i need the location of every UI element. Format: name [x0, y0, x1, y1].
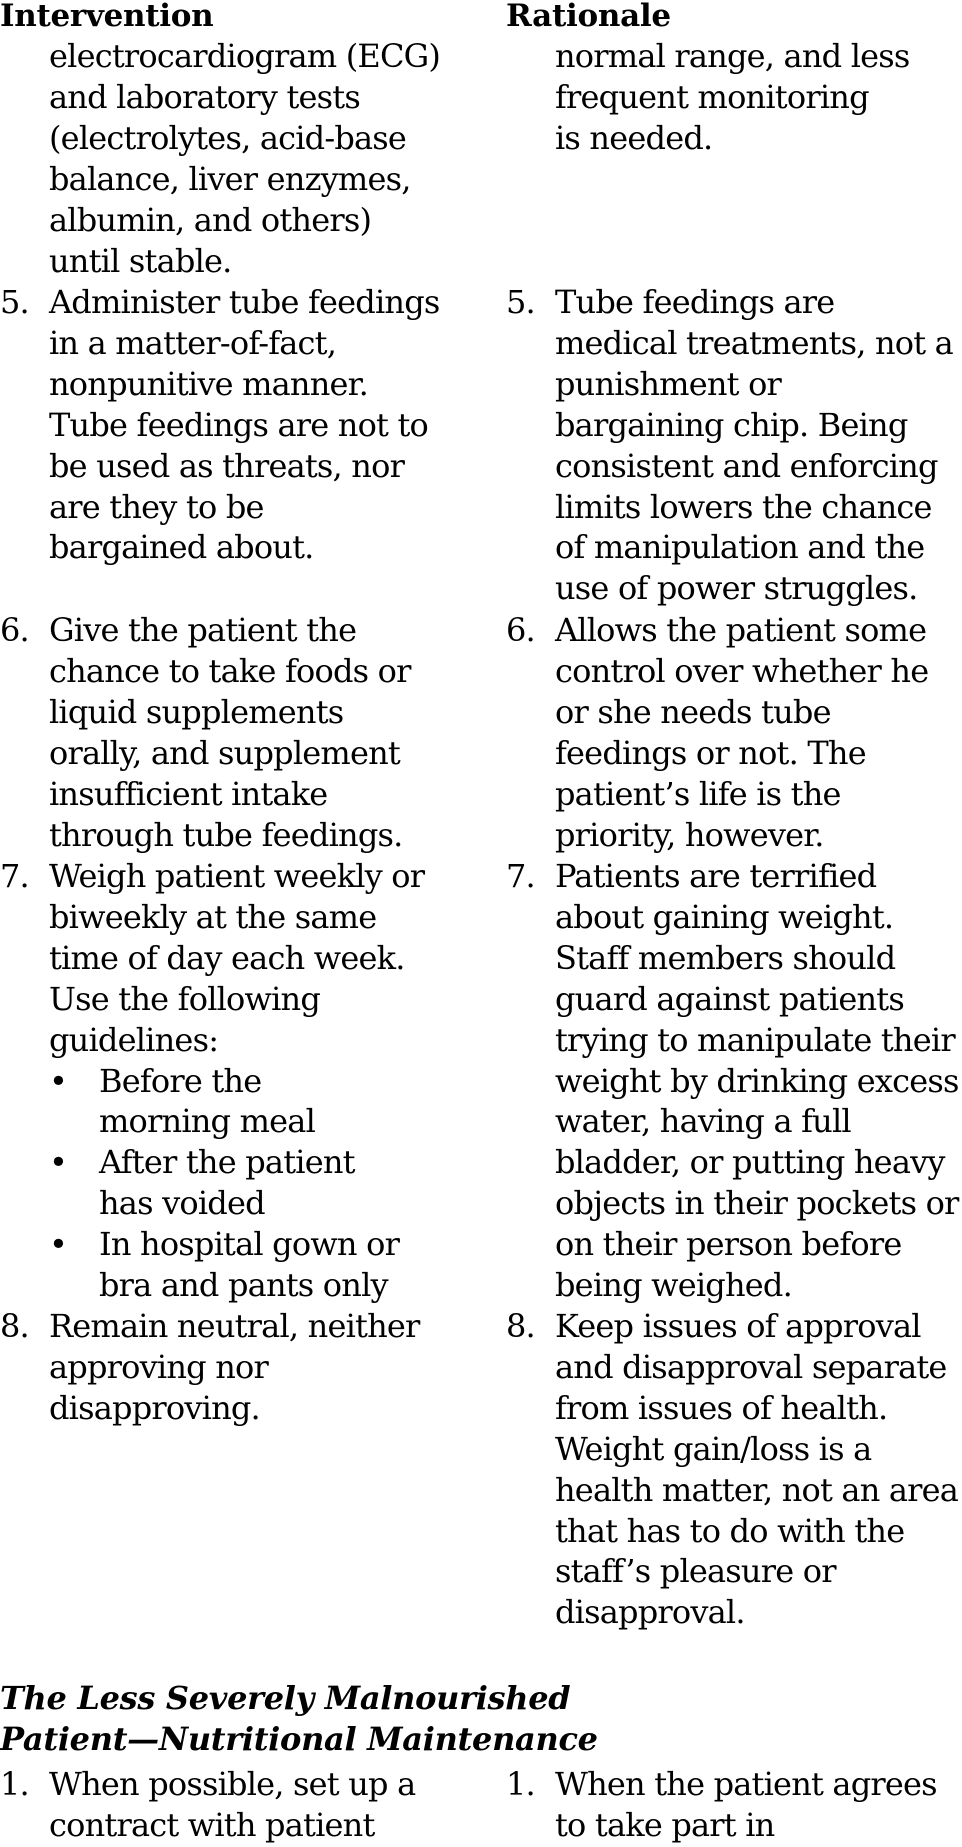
text-line: frequent monitoring — [555, 77, 869, 116]
text-line: guard against patients — [555, 979, 904, 1018]
text-line: In hospital gown or — [99, 1225, 400, 1264]
text-line: When possible, set up a — [49, 1765, 416, 1803]
text-line: until stable. — [49, 241, 232, 280]
text-line: (electrolytes, acid-base — [49, 118, 407, 157]
text-line: albumin, and others) — [49, 200, 372, 239]
bullet-symbol: • — [49, 1061, 68, 1100]
item-number: 8. — [506, 1307, 535, 1345]
bullet-item — [49, 1061, 469, 1143]
text-line: Allows the patient some — [555, 611, 927, 649]
text-line: chance to take foods or — [49, 651, 411, 690]
text-line: patient’s life is the — [555, 774, 841, 813]
text-line: When the patient agrees — [555, 1765, 937, 1803]
item-number: 6. — [506, 611, 535, 649]
text-line: Staff members should — [555, 938, 896, 977]
text-line: liquid supplements — [49, 692, 344, 731]
text-line: balance, liver enzymes, — [49, 159, 411, 198]
text-line: from issues of health. — [555, 1388, 888, 1427]
text-line: nonpunitive manner. — [49, 364, 369, 403]
bullet-symbol: • — [49, 1143, 68, 1182]
text-line: feedings or not. The — [555, 733, 866, 772]
rationale-header: Rationale — [506, 0, 671, 34]
text-line: bargained about. — [49, 528, 314, 567]
text-line: trying to manipulate their — [555, 1020, 955, 1059]
text-line: normal range, and less — [555, 37, 910, 75]
text-line: insufficient intake — [49, 774, 328, 813]
text-line: Administer tube feedings — [49, 283, 440, 321]
text-line: Give the patient the — [49, 611, 357, 649]
text-line: bargaining chip. Being — [555, 405, 908, 444]
text-line: consistent and enforcing — [555, 446, 938, 485]
text-line: being weighed. — [555, 1266, 792, 1305]
item-number: 1. — [0, 1765, 29, 1803]
text-line: is needed. — [555, 118, 713, 157]
column-headers — [0, 0, 962, 37]
item-number: 6. — [0, 611, 29, 649]
item-number: 5. — [506, 283, 535, 321]
text-line: Use the following — [49, 979, 321, 1018]
text-line: objects in their pockets or — [555, 1184, 959, 1223]
text-line: After the patient — [99, 1143, 355, 1182]
text-line: Weigh patient weekly or — [49, 857, 425, 895]
text-line: weight by drinking excess — [555, 1061, 959, 1100]
text-line: control over whether he — [555, 651, 929, 690]
text-line: orally, and supplement — [49, 733, 400, 772]
text-line: and laboratory tests — [49, 77, 360, 116]
text-line: morning meal — [99, 1102, 316, 1141]
text-line: be used as threats, nor — [49, 446, 405, 485]
section-title-line: The Less Severely Malnourished — [0, 1679, 571, 1717]
text-line: about gaining weight. — [555, 897, 894, 936]
text-line: priority, however. — [555, 815, 824, 854]
text-line: Remain neutral, neither — [49, 1307, 420, 1345]
item-number: 8. — [0, 1307, 29, 1345]
text-line: guidelines: — [49, 1020, 219, 1059]
text-line: that has to do with the — [555, 1511, 905, 1550]
intervention-header: Intervention — [0, 0, 214, 34]
text-line: limits lowers the chance — [555, 487, 932, 526]
text-line: disapproval. — [555, 1593, 745, 1632]
text-line: bra and pants only — [99, 1266, 388, 1305]
text-line: on their person before — [555, 1225, 902, 1264]
text-line: has voided — [99, 1184, 265, 1223]
bullet-item — [49, 1142, 469, 1224]
text-line: Tube feedings are — [555, 283, 835, 321]
item-number: 1. — [506, 1765, 535, 1803]
text-line: time of day each week. — [49, 938, 405, 977]
text-line: medical treatments, not a — [555, 323, 953, 362]
bullet-item — [49, 1224, 469, 1306]
text-line: water, having a full — [555, 1102, 851, 1141]
text-line: Weight gain/loss is a — [555, 1429, 872, 1468]
item-number: 5. — [0, 283, 29, 321]
text-line: punishment or — [555, 364, 782, 403]
text-line: Tube feedings are not to — [49, 405, 428, 444]
text-line: biweekly at the same — [49, 897, 377, 936]
text-line: through tube feedings. — [49, 815, 403, 854]
item-number: 7. — [506, 857, 535, 895]
text-line: are they to be — [49, 487, 264, 526]
text-line: contract with patient — [49, 1805, 375, 1844]
text-line: in a matter-of-fact, — [49, 323, 337, 362]
text-line: Keep issues of approval — [555, 1307, 921, 1345]
text-line: disapproving. — [49, 1388, 260, 1427]
section-title — [0, 1678, 598, 1760]
bullet-symbol: • — [49, 1225, 68, 1264]
text-line: and disapproval separate — [555, 1347, 947, 1386]
text-line: electrocardiogram (ECG) — [49, 37, 441, 75]
text-line: or she needs tube — [555, 692, 831, 731]
section-title-line: Patient—Nutritional Maintenance — [0, 1719, 598, 1758]
text-line: approving nor — [49, 1347, 268, 1386]
text-line: Before the — [99, 1061, 262, 1100]
text-line: staff’s pleasure or — [555, 1552, 836, 1591]
text-line: health matter, not an area — [555, 1470, 959, 1509]
text-line: bladder, or putting heavy — [555, 1143, 945, 1182]
text-line: to take part in — [555, 1805, 775, 1844]
text-line: of manipulation and the — [555, 528, 925, 567]
text-line: use of power struggles. — [555, 569, 918, 608]
text-line: Patients are terrified — [555, 857, 877, 895]
item-number: 7. — [0, 857, 29, 895]
